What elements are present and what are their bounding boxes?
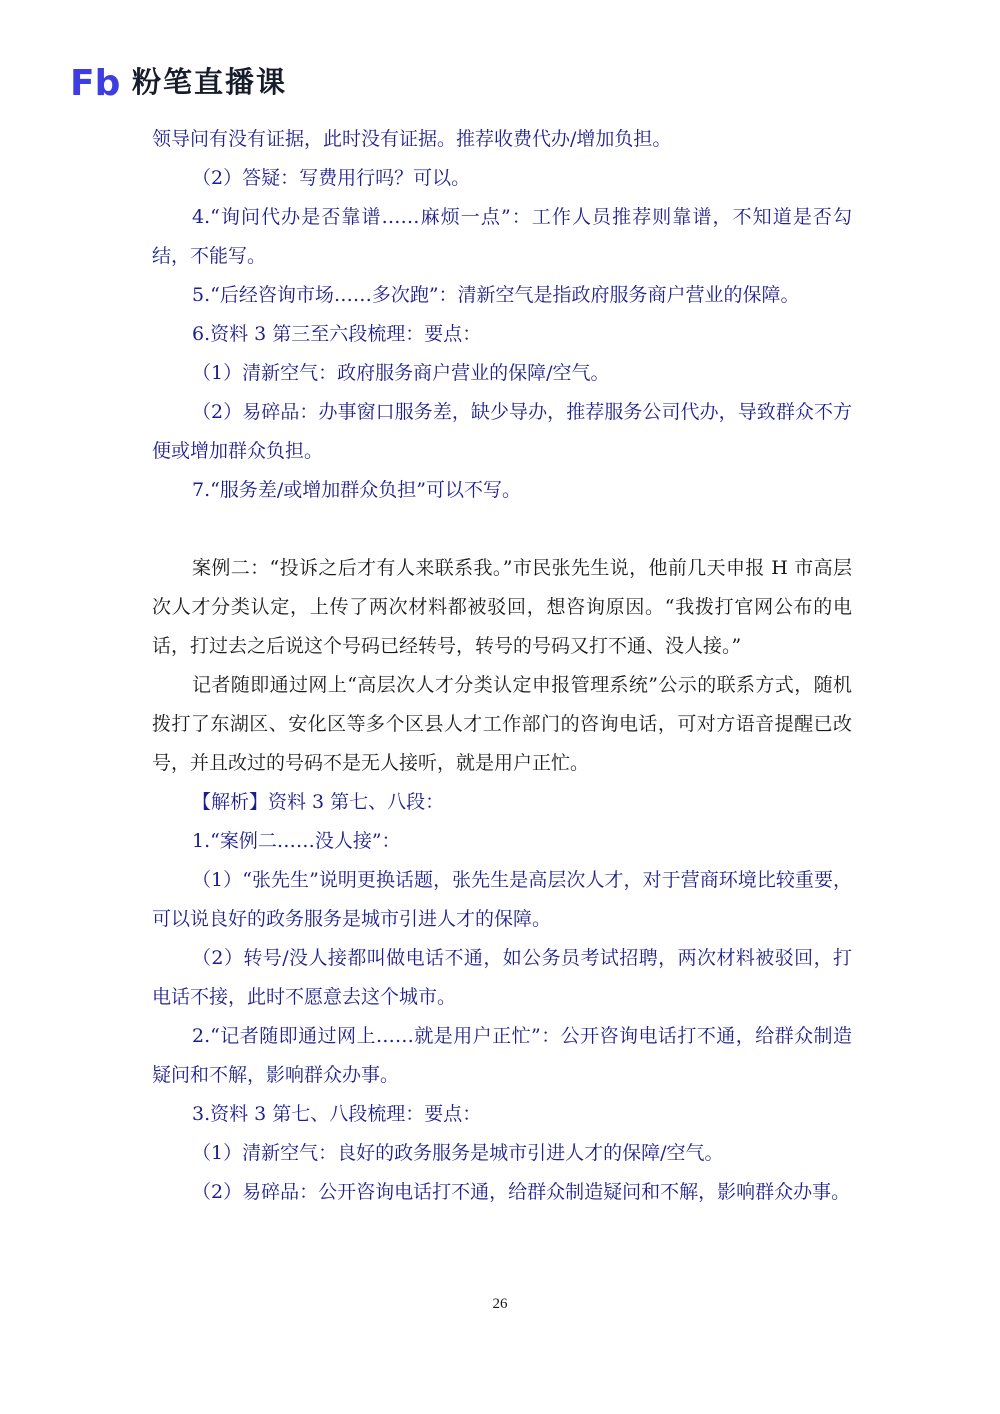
paragraph-subpoint: （2）易碎品：办事窗口服务差，缺少导办，推荐服务公司代办，导致群众不方便或增加群众负担。: [152, 401, 852, 462]
brand-name: 粉笔直播课: [132, 65, 288, 99]
paragraph-subpoint: （2）易碎品：公开咨询电话打不通，给群众制造疑问和不解，影响群众办事。: [192, 1181, 851, 1203]
paragraph-point-1: 1.“案例二……没人接”：: [192, 830, 401, 852]
paragraph-point-7: 7.“服务差/或增加群众负担”可以不写。: [192, 479, 521, 501]
paragraph-point-2: 2.“记者随即通过网上……就是用户正忙”：公开咨询电话打不通，给群众制造疑问和不解，影响群众办事。: [152, 1025, 852, 1086]
paragraph-continuation: 领导问有没有证据，此时没有证据。推荐收费代办/增加负担。: [152, 128, 672, 150]
paragraph-analysis-heading: 【解析】资料 3 第七、八段：: [192, 791, 445, 813]
paragraph-case-two: 案例二：“投诉之后才有人来联系我。”市民张先生说，他前几天申报 H 市高层次人才分类认定，上传了两次材料都被驳回，想咨询原因。“我拨打官网公布的电话，打过去之后说这个号码已经转号，转号的号码又打不通、没人接。”: [152, 557, 852, 657]
svg-text:Fb: Fb: [70, 63, 121, 102]
paragraph-answer: （2）答疑：写费用行吗？可以。: [192, 167, 471, 189]
page-number: 26: [492, 1296, 508, 1312]
fenbi-logo-icon: [70, 62, 126, 102]
paragraph-subpoint: （2）转号/没人接都叫做电话不通，如公务员考试招聘，两次材料被驳回，打电话不接，此时不愿意去这个城市。: [152, 947, 852, 1008]
paragraph-point-6: 6.资料 3 第三至六段梳理：要点：: [192, 323, 482, 345]
document-body: [152, 120, 852, 1212]
paragraph-reporter: 记者随即通过网上“高层次人才分类认定申报管理系统”公示的联系方式，随机拨打了东湖区、安化区等多个区县人才工作部门的咨询电话，可对方语音提醒已改号，并且改过的号码不是无人接听，就是用户正忙。: [152, 674, 852, 774]
paragraph-point-4: 4.“询问代办是否靠谱……麻烦一点”：工作人员推荐则靠谱，不知道是否勾结，不能写。: [152, 206, 852, 267]
paragraph-subpoint: （1）清新空气：政府服务商户营业的保障/空气。: [192, 362, 610, 384]
page-header: [70, 62, 287, 102]
paragraph-point-3: 3.资料 3 第七、八段梳理：要点：: [192, 1103, 482, 1125]
paragraph-subpoint: （1）清新空气：良好的政务服务是城市引进人才的保障/空气。: [192, 1142, 724, 1164]
paragraph-point-5: 5.“后经咨询市场……多次跑”：清新空气是指政府服务商户营业的保障。: [192, 284, 800, 306]
paragraph-subpoint: （1）“张先生”说明更换话题，张先生是高层次人才，对于营商环境比较重要，可以说良好的政务服务是城市引进人才的保障。: [152, 869, 852, 930]
paragraph-gap: [152, 510, 852, 549]
